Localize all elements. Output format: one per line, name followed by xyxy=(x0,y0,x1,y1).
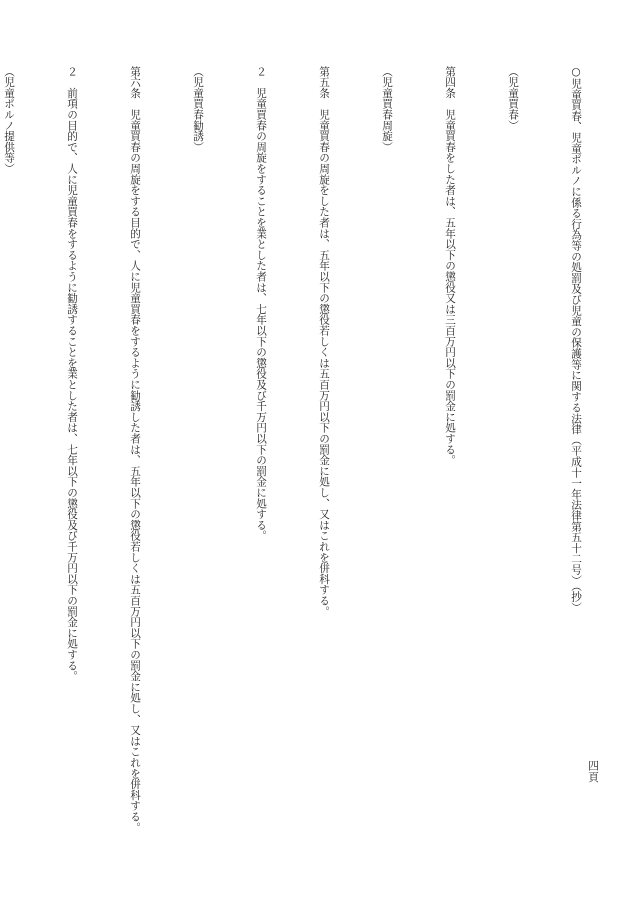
text-line: （児童買春勧誘） xyxy=(192,66,204,153)
text-line: 第六条 児童買春の周旋をする目的で、人に児童買春をするように勧誘した者は、五年以下の懲役若しくは五百万円以下の罰金に処し、又はこれを併科する。 xyxy=(129,66,141,833)
page-number: 四頁 xyxy=(587,760,599,784)
text-line: （児童買春周旋） xyxy=(381,66,393,153)
law-text-block xyxy=(0,66,628,846)
text-line: （児童買春） xyxy=(507,66,519,131)
text-line: 第五条 児童買春の周旋をした者は、五年以下の懲役若しくは五百万円以下の罰金に処し、又はこれを併科する。 xyxy=(318,66,330,617)
text-line: ２ 児童買春の周旋をすることを業とした者は、七年以下の懲役及び千万円以下の罰金に処する。 xyxy=(255,66,267,542)
text-line: （児童ポルノ提供等） xyxy=(3,66,15,174)
law-title: ○児童買春、児童ポルノに係る行為等の処罰及び児童の保護等に関する法律（平成十一年法律第五十二号）（抄） xyxy=(570,66,582,613)
text-line: ２ 前項の目的で、人に児童買春をするように勧誘することを業とした者は、七年以下の懲役及び千万円以下の罰金に処する。 xyxy=(66,66,78,682)
text-line: 第四条 児童買春をした者は、五年以下の懲役又は三百万円以下の罰金に処する。 xyxy=(444,66,456,466)
